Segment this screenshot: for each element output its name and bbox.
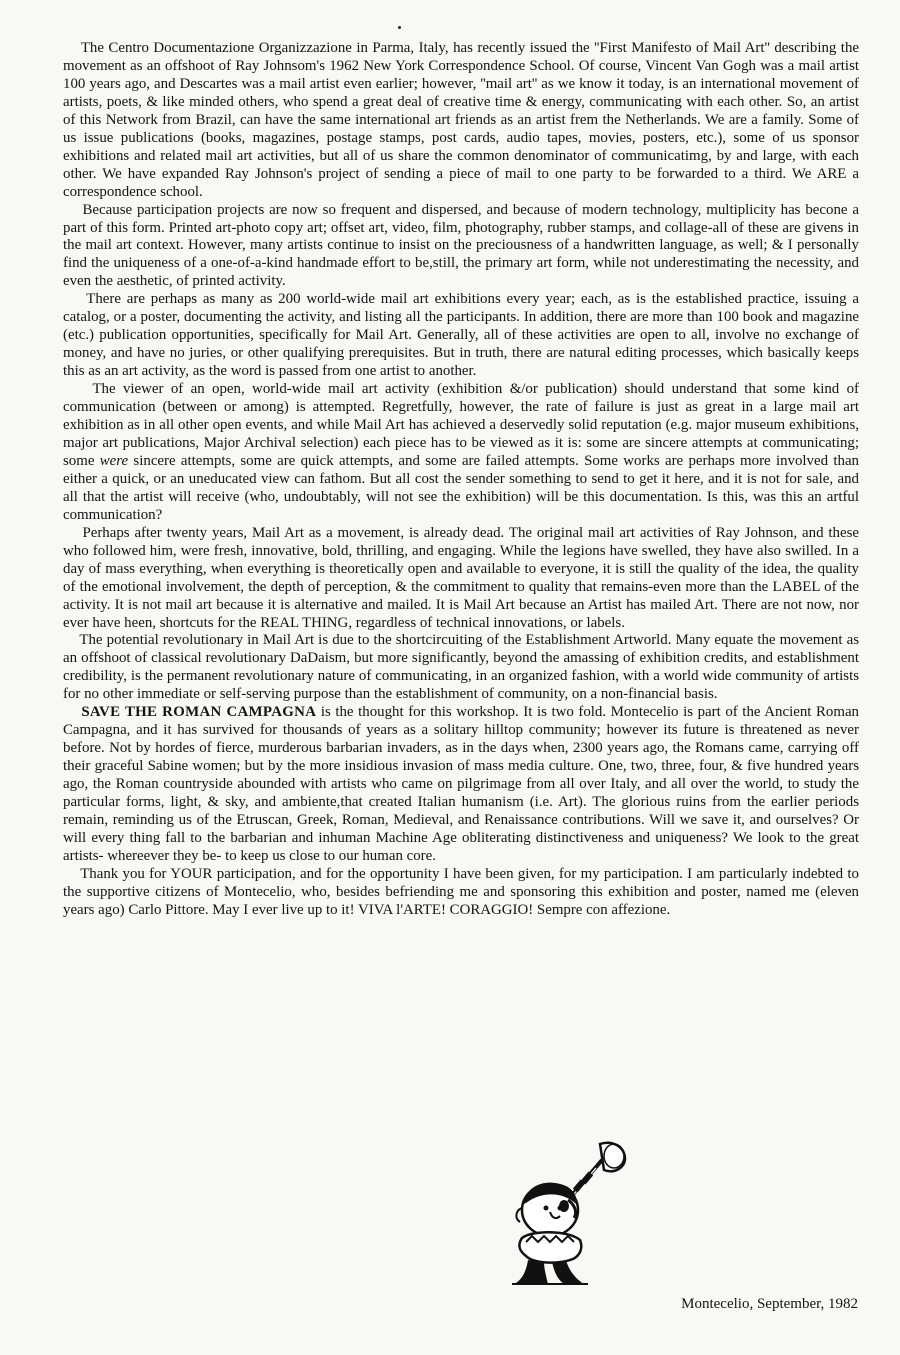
paragraph-text: Thank you for YOUR participation, and for the opportunity I have been given, for my participation. I am particularly indebted to the supportive citizens of Montecelio, who, besides befriending me and sponsoring this exhibition and poster, named me (eleven years ago) Carlo Pittore. May I ever live up to it! VIVA l'ARTE! CORAGGIO! Sempre con affezione. [63,865,859,918]
paragraph-7 [63,704,859,866]
signature-line: Montecelio, September, 1982 [681,1296,858,1312]
paragraph-1 [63,40,859,202]
ink-speck [398,26,401,29]
paragraph-3 [63,291,859,381]
emphasis-were: were [99,452,129,469]
paragraph-6 [63,632,859,704]
paragraph-text: The potential revolutionary in Mail Art is due to the shortcircuiting of the Establishment Artworld. Many equate the movement as an offshoot of classical revolutionary DaDaism, but more significantly, beyond the amassing of exhibition credits, and establishment credibility, is the permanent revolutionary nature of communicating, in an organized fashion, with a world wide community of artists for no other immediate or self-serving purpose than the establishment of community, on a non-financial basis. [63,632,859,703]
paragraph-2 [63,202,859,292]
paragraph-text: The viewer of an open, world-wide mail art activity (exhibition &/or publication) should understand that some kind of communication (between or among) is attempted. Regretfully, however, the rate of failure is just as great in a large mail art exhibition as in all other open events, and while Mail Art has achieved a deservedly solid reputation (e.g. major museum exhibitions, major art publications, Major Archival selection) each piece has to be viewed as it is: some are sincere attempts at communicating; some [63,381,859,469]
paragraph-text: The Centro Documentazione Organizzazione in Parma, Italy, has recently issued the ''First Manifesto of Mail Art'' describing the movement as an offshoot of Ray Johnsom's 1962 New York Correspondence School. Of course, Vincent Van Gogh was a mail artist 100 years ago, and Descartes was a mail artist even earlier; however, ''mail art'' as we know it today, is an international movement of artists, poets, & like minded others, who spend a great deal of creative time & energy, communicating with each other. So, an artist of this Network from Brazil, can have the same international art friends as an artist frem the Netherlands. We are a family. Some of us issue publications (books, magazines, postage stamps, post cards, audio tapes, movies, posters, etc.), some of us sponsor exhibitions and related mail art activities, but all of us share the common denominator of communicatimg, by and large, with each other. We have expanded Ray Johnson's project of sending a piece of mail to one party to be forwarded to a third. We ARE a correspondence school. [63,40,859,200]
article-body [63,40,859,920]
paragraph-text: Because participation projects are now so frequent and dispersed, and because of modern technology, multiplicity has becone a part of this form. Printed art-photo copy art; offset art, video, film, photography, rubber stamps, and collage-all of these are givens in the mail art context. However, many artists continue to insist on the preciousness of a handwritten language, as well; & I personally find the uniqueness of a one-of-a-kind handmade effort to be,still, the primary art form, while not underestimating the necessity, and even the aesthetic, of printed activity. [63,201,859,290]
save-campagna-heading: SAVE THE ROMAN CAMPAGNA [81,704,317,721]
paragraph-text: sincere attempts, some are quick attempts, and some are failed attempts. Some works are perhaps more involved than either a quick, or an uneducated view can fathom. But all cost the sender something to send to get it here, and it is not for sale, and all that the artist will receive (who, undoubtably, will not see the exhibition) will be this documentation. Is this, was this an artful communication? [63,452,859,523]
paragraph-8 [63,866,859,920]
trumpet-player-drawing [508,1138,628,1288]
paragraph-text: There are perhaps as many as 200 world-wide mail art exhibitions every year; each, as is the established practice, issuing a catalog, or a poster, documenting the activity, and listing all the participants. In addition, there are more than 100 book and magazine (etc.) publication opportunities, specifically for Mail Art. Generally, all of these activities are open to all, involve no exchange of money, and have no juries, or other qualifying prerequisites. But in truth, there are natural editing processes, which basically keeps this as an art activity, as the word is passed from one artist to another. [63,291,859,380]
paragraph-4 [63,381,859,525]
paragraph-5 [63,525,859,633]
paragraph-text: is the thought for this workshop. It is two fold. Montecelio is part of the Ancient Roman Campagna, and it has survived for thousands of years as a solitary hilltop community; however its future is threatened as never before. Not by hordes of fierce, murderous barbarian invaders, as in the days when, 2300 years ago, the Romans came, carrying off their graceful Sabine women; but by the more insidious invasion of mass media culture. One, two, three, four, & five hundred years ago, the Roman countryside abounded with artists who came on pilgrimage from all over Italy, and all over the world, to study the particular forms, light, & sky, and ambiente,that created Italian humanism (i.e. Art). The glorious ruins from the earlier periods remain, reminding us of the Etruscan, Greek, Roman, Medieval, and Renaissance contributions. Will we save it, and ourselves? Or will every thing fall to the barbarian and inhuman Machine Age obliterating distinctiveness and uniqueness? We look to the great artists- whereever they be- to keep us close to our human core. [63,704,859,864]
paragraph-text: Perhaps after twenty years, Mail Art as a movement, is already dead. The original mail art activities of Ray Johnson, and these who followed him, were fresh, innovative, bold, thrilling, and engaging. While the legions have swelled, they have also swilled. In a day of mass everything, when everything is theoretically open and available to everyone, it is still the quality of the idea, the quality of the emotional involvement, the depth of perception, & the commitment to quality that remains-even more than the LABEL of the activity. It is not mail art because it is alternative and mailed. It is Mail Art because an Artist has mailed Art. There are not now, nor ever have heen, shortcuts for the REAL THING, regardless of technical innovations, or labels. [63,524,859,631]
